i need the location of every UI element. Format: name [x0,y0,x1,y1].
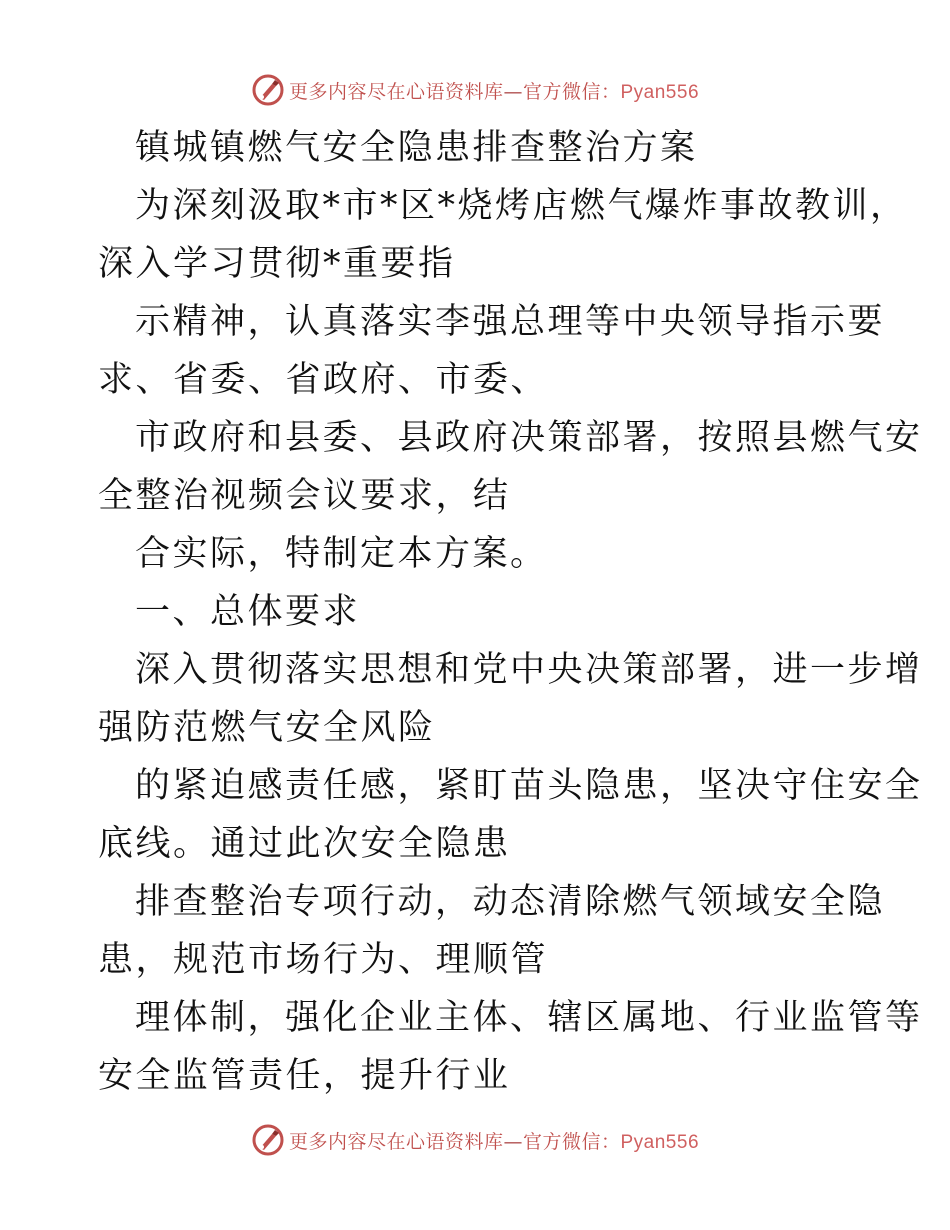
watermark-text [289,1127,699,1154]
pen-logo-icon [251,73,285,107]
watermark-separator: — [503,1130,523,1153]
watermark-separator: — [503,80,523,103]
paragraph-line: 理体制，强化企业主体、辖区属地、行业监管等 [135,998,923,1038]
paragraph-line: 底线。通过此次安全隐患 [98,824,511,864]
paragraph-line: 患，规范市场行为、理顺管 [98,940,549,980]
watermark-wechat-id: Pyan556 [620,1131,700,1153]
paragraph-line: 求、省委、省政府、市委、 [98,360,549,400]
paragraph-line: 深入学习贯彻*重要指 [98,244,456,284]
paragraph-line: 安全监管责任，提升行业 [98,1056,511,1096]
paragraph-line: 合实际，特制定本方案。 [135,534,548,574]
paragraph-line: 的紧迫感责任感，紧盯苗头隐患，坚决守住安全 [135,766,923,806]
paragraph-line: 强防范燃气安全风险 [98,708,436,748]
paragraph-line: 全整治视频会议要求，结 [98,476,511,516]
paragraph-line: 示精神，认真落实李强总理等中央领导指示要 [135,302,886,342]
watermark-official-label: 官方微信： [522,80,621,103]
section-heading: 一、总体要求 [135,592,361,632]
paragraph-line: 排查整治专项行动，动态清除燃气领域安全隐 [135,882,886,922]
footer-watermark [0,1120,950,1160]
header-watermark [0,70,950,110]
watermark-official-label: 官方微信： [522,1130,621,1153]
paragraph-line: 为深刻汲取*市*区*烧烤店燃气爆炸事故教训， [135,186,908,226]
watermark-main: 更多内容尽在心语资料库 [288,1130,504,1153]
pen-logo-icon [251,1123,285,1157]
document-title: 镇城镇燃气安全隐患排查整治方案 [135,128,698,168]
watermark-wechat-id: Pyan556 [620,81,700,103]
watermark-text [289,77,699,104]
watermark-main: 更多内容尽在心语资料库 [288,80,504,103]
paragraph-line: 深入贯彻落实思想和党中央决策部署，进一步增 [135,650,923,690]
paragraph-line: 市政府和县委、县政府决策部署，按照县燃气安 [135,418,923,458]
